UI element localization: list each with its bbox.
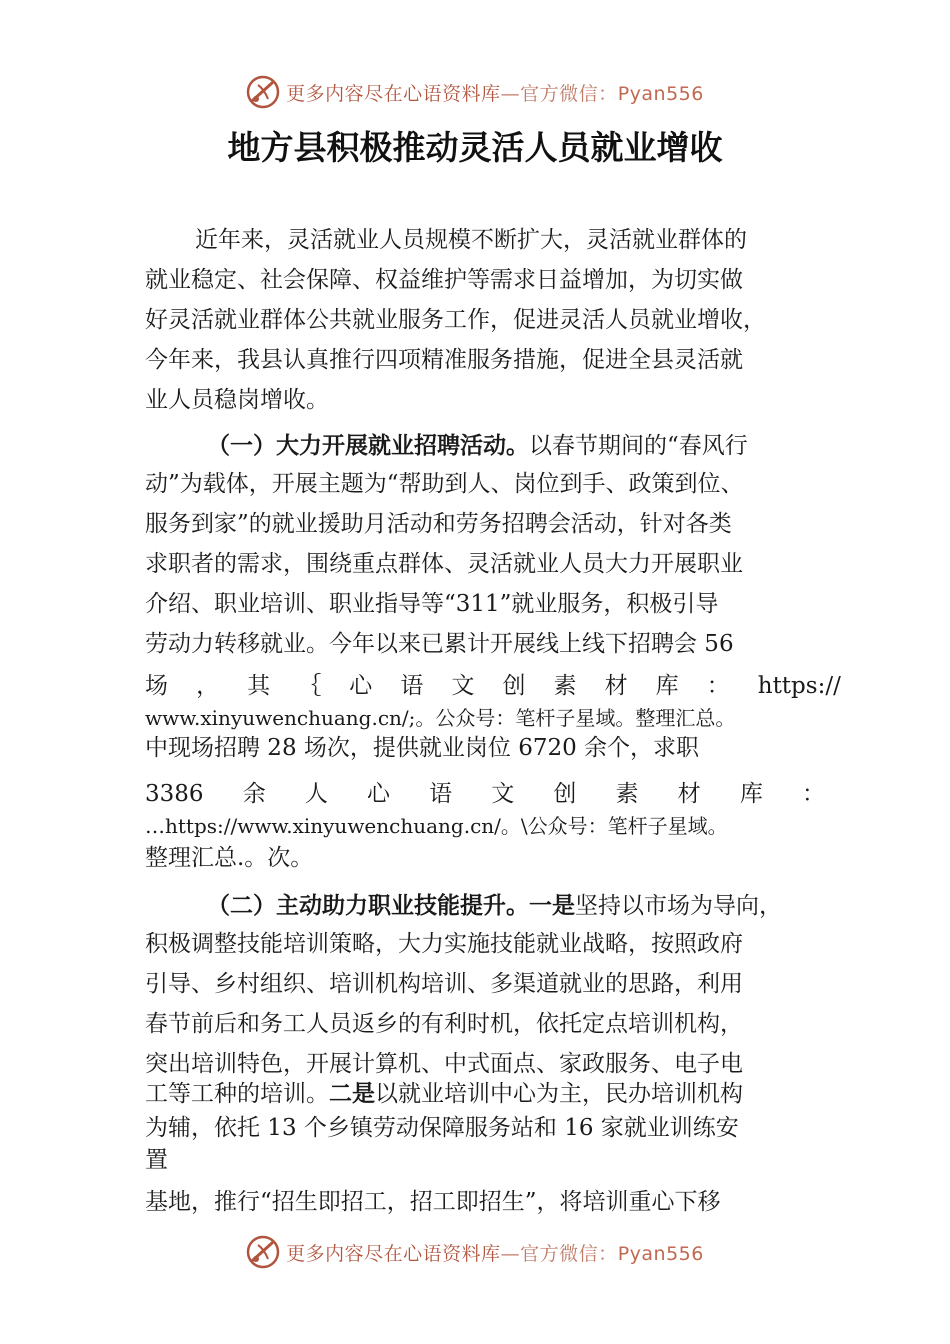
spread-glyph: 其 [247,673,271,699]
section2-line5-text: 以就业培训中心为主，民办培训机构 [375,1081,743,1107]
section1-line1-text: 以春节期间的“春风行 [529,433,748,459]
section2-line1-text: 坚持以市场为导向， [575,893,782,919]
section2-first-line [207,892,782,920]
spread-glyph: 库 [739,781,763,807]
spread-glyph: 创 [553,781,577,807]
watermark-main: 更多内容尽在心语资料库 [286,82,501,105]
section1-first-line [207,432,748,460]
spread-glyph: 余 [242,781,266,807]
watermark-sub: —官方微信： [500,1242,618,1265]
section1-heading: （一）大力开展就业招聘活动。 [207,433,529,459]
library-logo-icon [246,75,280,109]
watermark-main: 更多内容尽在心语资料库 [286,1242,501,1265]
section2-line: 引导、乡村组织、培训机构培训、多渠道就业的思路，利用 [145,971,743,997]
spread-glyph: ｛ [298,673,322,699]
watermark-text [286,1239,704,1266]
spread-glyph: 人 [304,781,328,807]
spread-glyph: 心 [349,673,373,699]
section1-spread-line [145,672,841,700]
library-logo-icon [246,1235,280,1269]
section2-line: 积极调整技能培训策略，大力实施技能就业战略，按照政府 [145,931,743,957]
spread-glyph: 创 [502,673,526,699]
section2-second-label: 二是 [329,1081,375,1107]
section1-line: 中现场招聘 28 场次，提供就业岗位 6720 余个，求职 [145,735,700,761]
section2-heading: （二）主动助力职业技能提升。 [207,893,529,919]
spread-glyph: 语 [400,673,424,699]
watermark-sub: —官方微信： [500,82,618,105]
spread-glyph: 文 [491,781,515,807]
section1-line: 介绍、职业培训、职业指导等“311”就业服务，积极引导 [145,591,719,617]
section2-line: 春节前后和务工人员返乡的有利时机，依托定点培训机构， [145,1011,743,1037]
section1-line: 动”为载体，开展主题为“帮助到人、岗位到手、政策到位、 [145,471,744,497]
spread-glyph: https:// [757,673,841,699]
section2-first-label: 一是 [529,893,575,919]
section2-line: 基地，推行“招生即招工，招工即招生”，将培训重心下移 [145,1189,721,1215]
spread-glyph: 材 [677,781,701,807]
section1-url-line: …https://www.xinyuwenchuang.cn/。\公众号：笔杆子星域。 [145,814,728,838]
watermark-text [286,79,704,106]
watermark-footer [0,1232,950,1272]
spread-glyph: 3386 [145,781,204,807]
section1-line: 劳动力转移就业。今年以来已累计开展线上线下招聘会 56 [145,631,734,657]
watermark-id: Pyan556 [617,1242,704,1265]
spread-glyph: 库 [655,673,679,699]
intro-line: 业人员稳岗增收。 [145,387,329,413]
spread-glyph: ： [706,673,730,699]
intro-line: 近年来，灵活就业人员规模不断扩大，灵活就业群体的 [195,227,747,253]
intro-line: 好灵活就业群体公共就业服务工作，促进灵活人员就业增收， [145,307,766,333]
section2-line5-pre: 工等工种的培训。 [145,1081,329,1107]
spread-glyph: 场 [145,673,168,699]
section1-url-line: www.xinyuwenchuang.cn/;。公众号：笔杆子星域。整理汇总。 [145,706,736,730]
intro-line: 就业稳定、社会保障、权益维护等需求日益增加，为切实做 [145,267,743,293]
watermark-header [0,72,950,112]
watermark-id: Pyan556 [617,82,704,105]
spread-glyph: 素 [615,781,639,807]
section2-line: 突出培训特色，开展计算机、中式面点、家政服务、电子电 [145,1051,743,1077]
section2-line-5 [145,1080,743,1108]
spread-glyph: 语 [429,781,453,807]
spread-glyph: 素 [553,673,577,699]
spread-glyph: ： [801,781,825,807]
spread-glyph: ， [196,673,220,699]
section2-line: 置 [145,1147,168,1173]
section2-line: 为辅，依托 13 个乡镇劳动保障服务站和 16 家就业训练安 [145,1115,739,1141]
section1-line: 求职者的需求，围绕重点群体、灵活就业人员大力开展职业 [145,551,743,577]
spread-glyph: 材 [604,673,628,699]
section1-line: 整理汇总.。次。 [145,845,314,871]
spread-glyph: 文 [451,673,475,699]
section1-spread-line-2 [145,780,825,808]
section1-line: 服务到家”的就业援助月活动和劳务招聘会活动，针对各类 [145,511,732,537]
spread-glyph: 心 [366,781,390,807]
document-title: 地方县积极推动灵活人员就业增收 [227,128,723,167]
intro-line: 今年来，我县认真推行四项精准服务措施，促进全县灵活就 [145,347,743,373]
